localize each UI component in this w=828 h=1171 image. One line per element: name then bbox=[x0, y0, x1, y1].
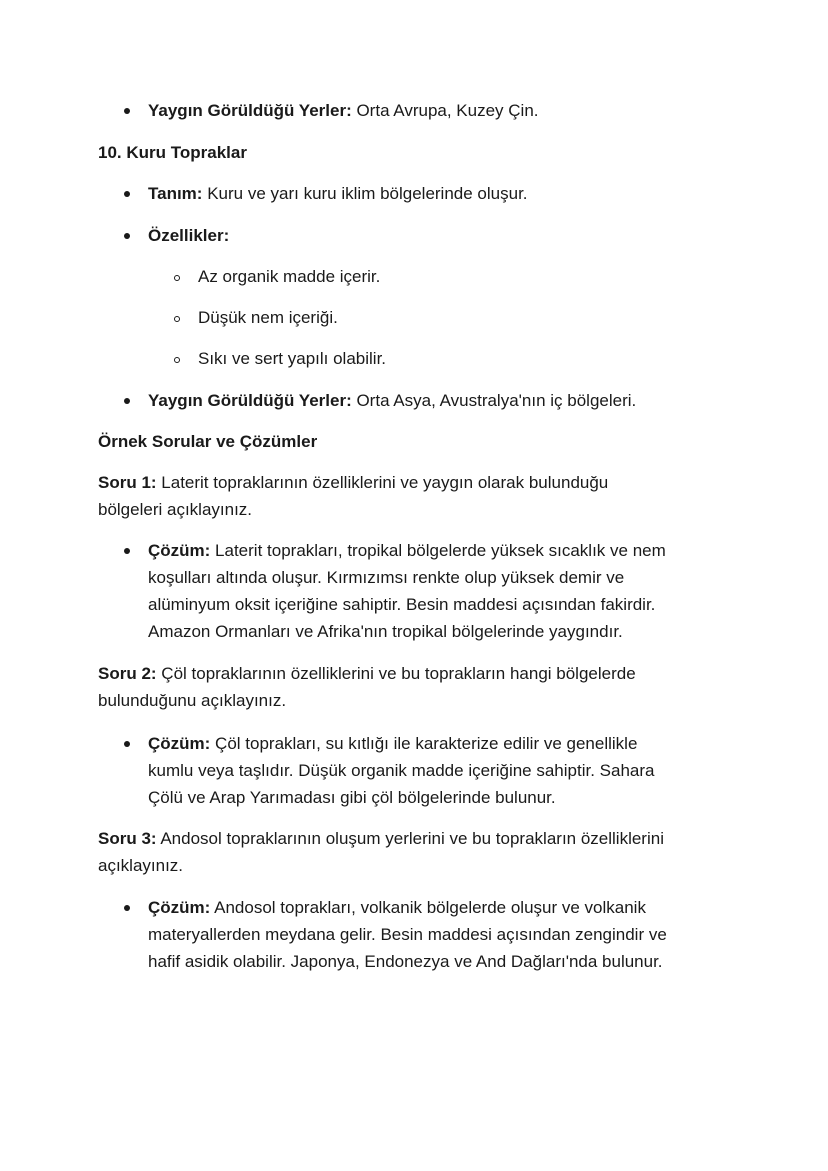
sub-list-item: Düşük nem içeriği. bbox=[198, 308, 338, 327]
sub-bullet-icon bbox=[174, 316, 180, 322]
bullet-icon bbox=[124, 905, 130, 911]
list-item: Tanım: Kuru ve yarı kuru iklim bölgelerinde oluşur. bbox=[148, 184, 528, 203]
sub-list-item: Az organik madde içerir. bbox=[198, 267, 381, 286]
question-text: açıklayınız. bbox=[98, 856, 184, 875]
bullet-icon bbox=[124, 108, 130, 114]
question-text: Soru 1: Laterit topraklarının özelliklerini ve yaygın olarak bulunduğu bbox=[98, 473, 609, 492]
sub-bullet-icon bbox=[174, 357, 180, 363]
questions-heading: Örnek Sorular ve Çözümler bbox=[98, 432, 318, 451]
bullet-icon bbox=[124, 741, 130, 747]
solution-text: Çözüm: Andosol toprakları, volkanik bölgelerde oluşur ve volkanik bbox=[148, 898, 646, 917]
question-text: bulunduğunu açıklayınız. bbox=[98, 691, 287, 710]
solution-text: Çözüm: Laterit toprakları, tropikal bölgelerde yüksek sıcaklık ve nem bbox=[148, 541, 666, 560]
question-text: bölgeleri açıklayınız. bbox=[98, 500, 253, 519]
solution-text: Çözüm: Çöl toprakları, su kıtlığı ile karakterize edilir ve genellikle bbox=[148, 734, 638, 753]
solution-text: Amazon Ormanları ve Afrika'nın tropikal bölgelerinde yaygındır. bbox=[148, 622, 623, 641]
solution-text: Çölü ve Arap Yarımadası gibi çöl bölgelerinde bulunur. bbox=[148, 788, 556, 807]
solution-text: kumlu veya taşlıdır. Düşük organik madde içeriğine sahiptir. Sahara bbox=[148, 761, 655, 780]
bullet-icon bbox=[124, 233, 130, 239]
list-item: Yaygın Görüldüğü Yerler: Orta Avrupa, Kuzey Çin. bbox=[148, 101, 539, 120]
question-text: Soru 3: Andosol topraklarının oluşum yerlerini ve bu toprakların özelliklerini bbox=[98, 829, 664, 848]
bullet-icon bbox=[124, 191, 130, 197]
solution-text: hafif asidik olabilir. Japonya, Endonezya ve And Dağları'nda bulunur. bbox=[148, 952, 663, 971]
section-heading: 10. Kuru Topraklar bbox=[98, 143, 247, 162]
sub-bullet-icon bbox=[174, 275, 180, 281]
list-item: Yaygın Görüldüğü Yerler: Orta Asya, Avustralya'nın iç bölgeleri. bbox=[148, 391, 637, 410]
item-label: Yaygın Görüldüğü Yerler: bbox=[148, 101, 352, 120]
sub-list-item: Sıkı ve sert yapılı olabilir. bbox=[198, 349, 387, 368]
solution-text: alüminyum oksit içeriğine sahiptir. Besin maddesi açısından fakirdir. bbox=[148, 595, 656, 614]
solution-text: koşulları altında oluşur. Kırmızımsı renkte olup yüksek demir ve bbox=[148, 568, 625, 587]
solution-text: materyallerden meydana gelir. Besin maddesi açısından zengindir ve bbox=[148, 925, 667, 944]
list-item: Özellikler: bbox=[148, 226, 230, 245]
bullet-icon bbox=[124, 548, 130, 554]
question-text: Soru 2: Çöl topraklarının özelliklerini ve bu toprakların hangi bölgelerde bbox=[98, 664, 636, 683]
bullet-icon bbox=[124, 398, 130, 404]
